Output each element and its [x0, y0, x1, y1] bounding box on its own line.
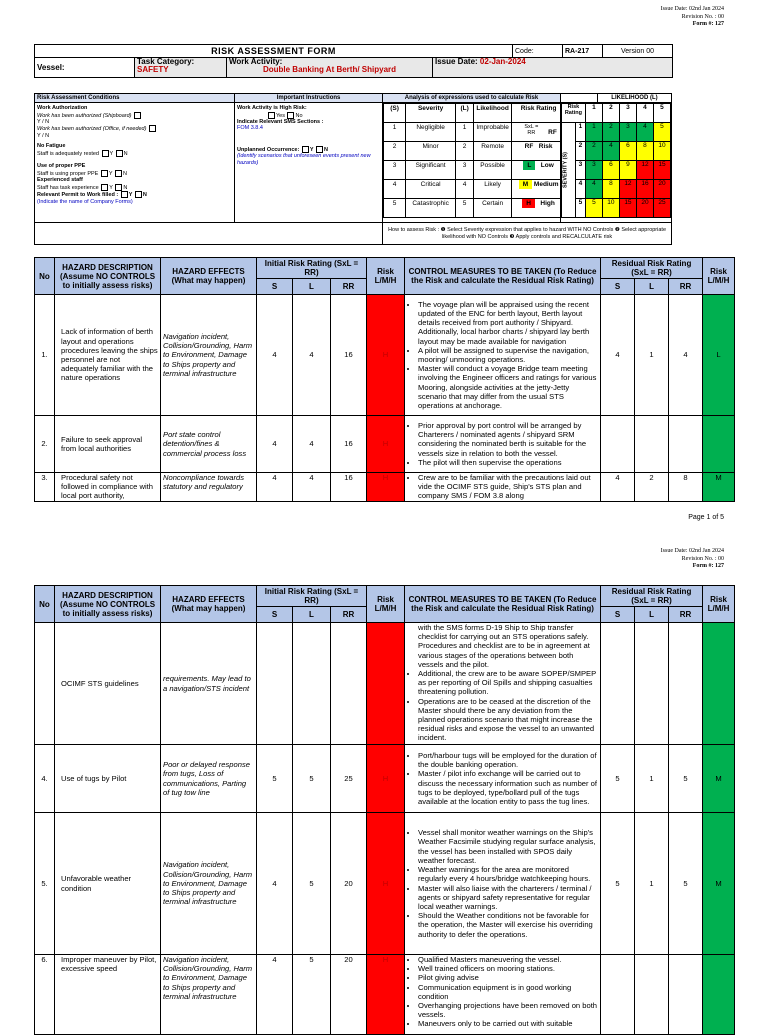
task-category-value: SAFETY: [137, 65, 169, 74]
wa1-checkbox[interactable]: [134, 112, 141, 119]
analysis-lik-3: Possible: [474, 161, 512, 180]
issue-date-label: Issue Date:: [435, 57, 478, 66]
analysis-sev-4: Critical: [406, 180, 456, 199]
matrix-row-4: 4: [575, 180, 585, 199]
hazard-description: Procedural safety not followed in compliance with local port authority,: [55, 473, 161, 502]
fatigue-label: No Fatigue: [37, 143, 66, 150]
work-activity-label: Work Activity:: [229, 57, 283, 66]
matrix-risk-rating-label: Risk Rating: [561, 104, 585, 123]
initial-s: [257, 623, 293, 745]
control-item: • Communication equipment is in good working condition: [418, 983, 598, 1001]
blank-cell: [560, 94, 597, 103]
wa2-checkbox[interactable]: [149, 125, 156, 132]
analysis-sev-1: Negligible: [406, 123, 456, 142]
initial-l: 4: [293, 416, 331, 473]
unplanned-n-checkbox[interactable]: [316, 146, 323, 153]
hazard-description: OCIMF STS guidelines: [55, 623, 161, 745]
hazard-description: Use of tugs by Pilot: [55, 745, 161, 813]
form-number-text: Form #: 127: [692, 21, 724, 27]
col-risk: Risk L/M/H: [367, 586, 405, 623]
residual-s: 5: [601, 745, 635, 813]
analysis-l-3: 3: [456, 161, 474, 180]
residual-rr: 5: [669, 745, 703, 813]
conditions-list: [35, 103, 235, 223]
table-row: [35, 813, 735, 955]
conditions-heading: Risk Assessment Conditions: [35, 94, 235, 103]
vessel-label: Vessel:: [35, 58, 135, 78]
residual-risk-badge: M: [703, 473, 735, 502]
matrix-cell: 10: [602, 199, 619, 218]
task-category-label: Task Category:: [137, 57, 195, 66]
residual-risk-badge: M: [703, 745, 735, 813]
col-rs: S: [601, 607, 635, 623]
residual-s: [601, 623, 635, 745]
matrix-cell: 15: [619, 199, 636, 218]
control-measures: [405, 745, 601, 813]
initial-l: 5: [293, 813, 331, 955]
col-effects: HAZARD EFFECTS (What may happen): [161, 258, 257, 295]
col-s: (S): [384, 104, 406, 123]
issue-date-text: Issue Date: 02nd Jan 2024: [660, 548, 724, 554]
work-activity-cell: [227, 58, 433, 78]
hazard-effects: requirements. May lead to a navigation/STS incident: [161, 623, 257, 745]
col-hazard: HAZARD DESCRIPTION (Assume NO CONTROLS to initially assess risks): [55, 586, 161, 623]
hazard-table-page-1: [34, 257, 735, 502]
col-control: CONTROL MEASURES TO BE TAKEN (To Reduce the Risk and calculate the Residual Risk Rating): [405, 258, 601, 295]
document-header: [661, 548, 724, 571]
issue-date-cell: [433, 58, 673, 78]
col-l: (L): [456, 104, 474, 123]
hazard-description: Lack of information of berth layout and operations procedures leaving the ships personnel are not adequately familiar with the nature operations: [55, 295, 161, 416]
col-severity: Severity: [406, 104, 456, 123]
hazard-description: Unfavorable weather condition: [55, 813, 161, 955]
ppe-label: Use of proper PPE: [37, 163, 86, 170]
row-number: [35, 623, 55, 745]
initial-rr: 20: [331, 955, 367, 1035]
control-item: • Port/harbour tugs will be employed for the duration of the double banking operation.: [418, 751, 598, 769]
residual-risk-badge: [703, 623, 735, 745]
initial-s: 4: [257, 813, 293, 955]
initial-l: [293, 623, 331, 745]
control-item: with the SMS forms D-19 Ship to Ship transfer checklist for carrying out an STS operations safely. Procedures and checklist are to be in agreement at various stages of the operations between both vessels and the pilot.: [418, 623, 590, 669]
residual-s: [601, 955, 635, 1035]
col-l: L: [293, 607, 331, 623]
control-item: • A pilot will be assigned to supervise the navigation, mooring/ unmooring operations.: [418, 346, 598, 364]
matrix-cell: 12: [636, 161, 653, 180]
issue-date-text: Issue Date: 02nd Jan 2024: [660, 6, 724, 12]
matrix-area: [560, 103, 671, 223]
document-header: [661, 6, 724, 29]
residual-s: 4: [601, 473, 635, 502]
analysis-s-5: 5: [384, 199, 406, 218]
residual-rr: [669, 623, 703, 745]
exp-item: Staff has task experience Y N: [37, 184, 128, 191]
initial-risk-badge: H: [367, 295, 405, 416]
residual-l: [635, 955, 669, 1035]
matrix-cell: 1: [585, 123, 602, 142]
initial-risk-badge: H: [367, 473, 405, 502]
unplanned-note: (Identify scenarios that unforeseen events present new hazards): [236, 153, 371, 166]
ppe-n-checkbox[interactable]: [115, 170, 122, 177]
row-number: 4.: [35, 745, 55, 813]
residual-risk-badge: L: [703, 295, 735, 416]
control-item: • Overhanging projections have been removed on both vessels.: [418, 1001, 598, 1019]
col-rl: L: [635, 279, 669, 295]
control-item: • Master will also liaise with the charterers / terminal / agents or shipyard safety representative for regular local weather warnings.: [418, 884, 598, 912]
initial-l: 4: [293, 295, 331, 416]
initial-s: 5: [257, 745, 293, 813]
matrix-row-5: 5: [575, 199, 585, 218]
residual-s: 4: [601, 295, 635, 416]
col-rrr: RR: [669, 279, 703, 295]
matrix-heading: LIKELIHOOD (L): [597, 94, 671, 103]
matrix-cell: 2: [602, 123, 619, 142]
analysis-l-2: 2: [456, 142, 474, 161]
ppe-item: Staff is using proper PPE Y N: [37, 170, 127, 177]
initial-s: 4: [257, 295, 293, 416]
residual-l: 1: [635, 813, 669, 955]
initial-risk-badge: H: [367, 813, 405, 955]
matrix-col-3: 3: [619, 104, 636, 123]
matrix-col-4: 4: [636, 104, 653, 123]
hazard-effects: Poor or delayed response from tugs, Loss of communications, Parting of tug tow line: [161, 745, 257, 813]
analysis-table: [383, 103, 560, 218]
table-row: [35, 416, 735, 473]
col-l: L: [293, 279, 331, 295]
col-rl: L: [635, 607, 669, 623]
ppe-y-checkbox[interactable]: [101, 170, 108, 177]
matrix-cell: 3: [619, 123, 636, 142]
col-risk: Risk L/M/H: [367, 258, 405, 295]
col-rrr: RR: [669, 607, 703, 623]
col-s: S: [257, 279, 293, 295]
high-risk-yes-checkbox[interactable]: [268, 112, 275, 119]
residual-l: [635, 416, 669, 473]
matrix-cell: 6: [619, 142, 636, 161]
col-s: S: [257, 607, 293, 623]
analysis-l-4: 4: [456, 180, 474, 199]
analysis-sev-3: Significant: [406, 161, 456, 180]
residual-s: [601, 416, 635, 473]
hazard-table-page-2: [34, 585, 735, 1035]
initial-risk-badge: H: [367, 955, 405, 1035]
table-row: [35, 623, 735, 745]
matrix-cell: 12: [619, 180, 636, 199]
col-control: CONTROL MEASURES TO BE TAKEN (To Reduce the Risk and calculate the Residual Risk Rating): [405, 586, 601, 623]
matrix-row-2: 2: [575, 142, 585, 161]
analysis-rr-2: RF Risk: [512, 142, 561, 161]
revision-text: Revision No. : 00: [681, 13, 724, 20]
matrix-cell: 9: [619, 161, 636, 180]
col-no: No: [35, 258, 55, 295]
wa2-item: Work has been authorized (Office, if needed): [37, 125, 232, 132]
col-residual: Residual Risk Rating (SxL = RR): [601, 258, 703, 279]
work-activity-value: Double Banking At Berth/ Shipyard: [262, 65, 397, 74]
matrix-cell: 6: [602, 161, 619, 180]
hazard-description: Failure to seek approval from local authorities: [55, 416, 161, 473]
control-item: • Vessel shall monitor weather warnings on the Ship's Weather Facsimile studying regular surface analysis, the vessel has been installed with SPOS daily weather forecast.: [418, 828, 598, 865]
row-number: 1.: [35, 295, 55, 416]
matrix-col-5: 5: [653, 104, 670, 123]
instructions-heading: Important Instructions: [234, 94, 382, 103]
analysis-heading: Analysis of expressions used to calculate Risk: [383, 94, 561, 103]
how-to-assess: How to assess Risk : ❶ Select Severity expression that applies to hazard WITH NO Controls ❷ Select appropriate likelihood with NO Controls ❸ Apply controls and RECALCULATE risk: [383, 223, 672, 245]
residual-rr: 5: [669, 813, 703, 955]
matrix-row-1: 1: [575, 123, 585, 142]
matrix-row-3: 3: [575, 161, 585, 180]
residual-l: 2: [635, 473, 669, 502]
task-category-cell: [135, 58, 227, 78]
residual-s: 5: [601, 813, 635, 955]
residual-rr: [669, 955, 703, 1035]
exp-y-checkbox[interactable]: [101, 184, 108, 191]
analysis-l-1: 1: [456, 123, 474, 142]
control-measures: [405, 955, 601, 1035]
hazard-effects: Navigation incident, Collision/Grounding, Harm to Environment, Damage to Ships property and terminal infrastructure: [161, 813, 257, 955]
analysis-area: [383, 103, 561, 223]
col-initial: Initial Risk Rating (SxL = RR): [257, 258, 367, 279]
control-measures: [405, 295, 601, 416]
analysis-s-4: 4: [384, 180, 406, 199]
residual-risk-badge: [703, 955, 735, 1035]
row-number: 2.: [35, 416, 55, 473]
control-item: • The voyage plan will be appraised using the recent updated of the ENC for berth layout, Berth layout details received from port authority / Shipyard. Additionally, local harbor charts / shipyard lay berth layout may be made available for navigation: [418, 300, 598, 346]
matrix-cell: 2: [585, 142, 602, 161]
wa2-yn: Y / N: [37, 132, 50, 139]
analysis-rr-5: H High: [512, 199, 561, 218]
analysis-sev-5: Catastrophic: [406, 199, 456, 218]
control-item: • Crew are to be familiar with the precautions laid out vide the OCIMF STS guide, Ship's STS plan and company SMS / FOM 3.8 along: [418, 473, 598, 501]
col-residual: Residual Risk Rating (SxL = RR): [601, 586, 703, 607]
initial-rr: 20: [331, 813, 367, 955]
control-measures: [405, 416, 601, 473]
initial-s: 4: [257, 473, 293, 502]
control-item: • Weather warnings for the area are monitored regularly every 4 hours/bridge watchkeeping hours.: [418, 865, 598, 883]
initial-risk-badge: H: [367, 745, 405, 813]
table-row: [35, 473, 735, 502]
form-header-table: [34, 44, 673, 78]
risk-info-table: [34, 93, 672, 245]
permit-n-checkbox[interactable]: [135, 191, 142, 198]
hazard-effects: Navigation incident, Collision/Grounding, Harm to Environment, Damage to Ships property and terminal infrastructure: [161, 295, 257, 416]
exp-n-checkbox[interactable]: [115, 184, 122, 191]
control-item: • Master / pilot info exchange will be carried out to discuss the necessary information such as number of tugs to be deployed, type/bollard pull of the tugs available at the location entity to pass the tug lines.: [418, 769, 598, 806]
issue-date-value: 02-Jan-2024: [479, 57, 526, 66]
table-row: [35, 295, 735, 416]
version-label: Version 00: [603, 45, 673, 58]
analysis-lik-1: Improbable: [474, 123, 512, 142]
control-measures: [405, 623, 601, 745]
high-risk-no-checkbox[interactable]: [287, 112, 294, 119]
residual-rr: [669, 416, 703, 473]
col-hazard: HAZARD DESCRIPTION (Assume NO CONTROLS to initially assess risks): [55, 258, 161, 295]
initial-l: 5: [293, 745, 331, 813]
col-rs: S: [601, 279, 635, 295]
unplanned-label: Unplanned Occurrence: Y N: [236, 146, 328, 153]
page-footer: Page 1 of 5: [688, 514, 724, 521]
matrix-cell: 20: [636, 199, 653, 218]
row-number: 5.: [35, 813, 55, 955]
analysis-rr-4: M Medium: [512, 180, 561, 199]
initial-l: 4: [293, 473, 331, 502]
matrix-col-2: 2: [602, 104, 619, 123]
col-risk-rating: Risk Rating: [512, 104, 561, 123]
control-measures: [405, 813, 601, 955]
code-value: RA-217: [563, 45, 603, 58]
revision-text: Revision No. : 00: [681, 555, 724, 562]
form-title: RISK ASSESSMENT FORM: [35, 45, 513, 58]
matrix-cell: 8: [636, 142, 653, 161]
permit-note: (Indicate the name of Company Forms): [37, 198, 133, 205]
initial-rr: 25: [331, 745, 367, 813]
table-row: [35, 745, 735, 813]
hazard-effects: Port state control detention/fines & commercial process loss: [161, 416, 257, 473]
control-measures: [405, 473, 601, 502]
initial-rr: 16: [331, 473, 367, 502]
hazard-description: Improper maneuver by Pilot, excessive speed: [55, 955, 161, 1035]
initial-rr: 16: [331, 416, 367, 473]
analysis-s-3: 3: [384, 161, 406, 180]
initial-rr: [331, 623, 367, 745]
matrix-cell: 5: [585, 199, 602, 218]
unplanned-y-checkbox[interactable]: [302, 146, 309, 153]
control-item: • Well trained officers on mooring stations.: [418, 964, 598, 973]
col-effects: HAZARD EFFECTS (What may happen): [161, 586, 257, 623]
matrix-cell: 4: [602, 142, 619, 161]
sms-label: Indicate Relevant SMS Sections :: [236, 118, 324, 125]
page-2: [0, 540, 768, 1029]
row-number: 6.: [35, 955, 55, 1035]
analysis-s-1: 1: [384, 123, 406, 142]
analysis-lik-2: Remote: [474, 142, 512, 161]
col-rrisk: Risk L/M/H: [703, 258, 735, 295]
residual-l: 1: [635, 295, 669, 416]
initial-risk-badge: H: [367, 416, 405, 473]
control-item: • Operations are to be ceased at the discretion of the Master should there be any deviation from the planned operations scenario that might increase the residual risks and expose the vessel to an unwanted incident.: [418, 697, 598, 743]
analysis-s-2: 2: [384, 142, 406, 161]
permit-item: Relevant Permit to Work filled : Y N: [37, 192, 147, 199]
matrix-cell: 15: [653, 161, 670, 180]
col-rrisk: Risk L/M/H: [703, 586, 735, 623]
fatigue-n-checkbox[interactable]: [116, 150, 123, 157]
control-item: • Prior approval by port control will be arranged by Charterers / nominated agents / shipyard SRM considering the nominated berth is suitable for the vessels size in relation to both the vessel.: [418, 421, 598, 458]
form-number-text: Form #: 127: [692, 563, 724, 569]
code-label: Code:: [513, 45, 563, 58]
analysis-sev-2: Minor: [406, 142, 456, 161]
col-likelihood: Likelihood: [474, 104, 512, 123]
analysis-l-5: 5: [456, 199, 474, 218]
residual-risk-badge: [703, 416, 735, 473]
risk-matrix: [561, 103, 671, 218]
control-item: • Maneuvers only to be carried out with suitable: [418, 1019, 598, 1028]
analysis-lik-4: Likely: [474, 180, 512, 199]
row-number: 3.: [35, 473, 55, 502]
control-item: • Qualified Masters maneuvering the vessel.: [418, 955, 598, 964]
control-item: • Should the Weather conditions not be favorable for the operation, the Master will exercise his overriding authority to defer the operations.: [418, 911, 598, 939]
col-rr: RR: [331, 607, 367, 623]
matrix-cell: 4: [636, 123, 653, 142]
residual-l: [635, 623, 669, 745]
residual-rr: 4: [669, 295, 703, 416]
wa1-item: Work has been authorized (Shipboard): [37, 112, 232, 119]
fatigue-y-checkbox[interactable]: [102, 150, 109, 157]
matrix-cell: 25: [653, 199, 670, 218]
matrix-cell: 3: [585, 161, 602, 180]
table-row: [35, 955, 735, 1035]
initial-risk-badge: [367, 623, 405, 745]
matrix-cell: 10: [653, 142, 670, 161]
sms-value: FOM 3.8.4: [236, 125, 263, 132]
initial-l: 5: [293, 955, 331, 1035]
residual-risk-badge: M: [703, 813, 735, 955]
col-rr: RR: [331, 279, 367, 295]
hazard-effects: Navigation incident, Collision/Grounding, Harm to Environment, Damage to Ships property and terminal infrastructure: [161, 955, 257, 1035]
initial-s: 4: [257, 955, 293, 1035]
permit-y-checkbox[interactable]: [121, 191, 128, 198]
col-no: No: [35, 586, 55, 623]
initial-s: 4: [257, 416, 293, 473]
wa1-yn: Y / N: [37, 118, 50, 125]
instructions-list: [234, 103, 382, 223]
initial-rr: 16: [331, 295, 367, 416]
fatigue-item: Staff is adequately rested Y N: [37, 150, 128, 157]
matrix-cell: 8: [602, 180, 619, 199]
col-initial: Initial Risk Rating (SxL = RR): [257, 586, 367, 607]
exp-label: Experienced staff: [37, 177, 83, 184]
high-risk-label: Work Activity is High Risk:: [236, 105, 307, 111]
residual-rr: 8: [669, 473, 703, 502]
control-item: • Additional, the crew are to be aware SOPEP/SMPEP as per reporting of Oil Spills and shipping casualties threatening pollution.: [418, 669, 598, 697]
residual-l: 1: [635, 745, 669, 813]
matrix-severity-label: SEVERITY (S): [561, 123, 575, 218]
work-auth-label: Work Authorization: [37, 105, 88, 111]
control-item: • The pilot will then supervise the operations: [418, 458, 598, 467]
matrix-cell: 20: [653, 180, 670, 199]
hazard-effects: Noncompliance towards statutory and regulatory: [161, 473, 257, 502]
matrix-cell: 16: [636, 180, 653, 199]
blank-cell: [35, 223, 383, 245]
control-item: • Pilot giving advise: [418, 973, 598, 982]
analysis-lik-5: Certain: [474, 199, 512, 218]
matrix-cell: 4: [585, 180, 602, 199]
matrix-col-1: 1: [585, 104, 602, 123]
analysis-rr-3: L Low: [512, 161, 561, 180]
analysis-rr-1: SxL = RR RF: [512, 123, 561, 142]
control-item: • Master will conduct a voyage Bridge team meeting involving the Engineer officers and ratings for various Mooring, alongside activities at the jetty-Jetty scenario that may differ from the usual STS operations at anchorage.: [418, 364, 598, 410]
high-risk-options: Yes No: [237, 112, 380, 119]
matrix-cell: 5: [653, 123, 670, 142]
